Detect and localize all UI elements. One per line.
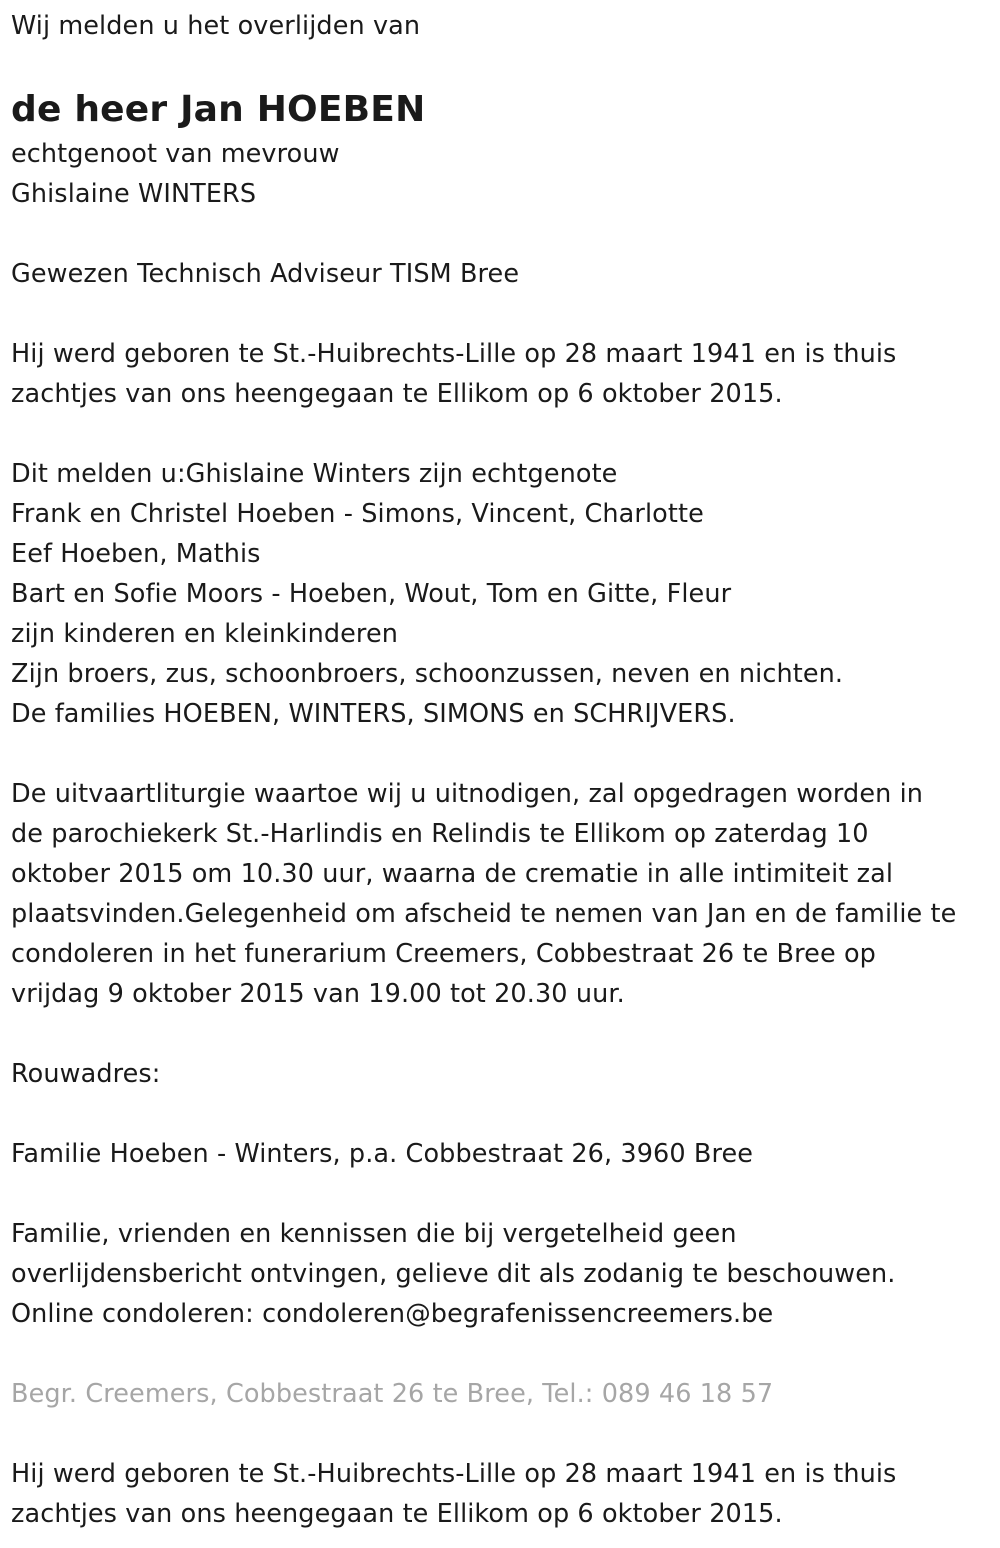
funeral-line: vrijdag 9 oktober 2015 van 19.00 tot 20.30 uur. [11,979,625,1009]
occupation: Gewezen Technisch Adviseur TISM Bree [11,259,520,289]
spacer [11,294,1000,334]
funeral-line: plaatsvinden.Gelegenheid om afscheid te nemen van Jan en de familie te [11,899,957,929]
birth-line: zachtjes van ons heengegaan te Ellikom op 6 oktober 2015. [11,1499,783,1529]
spacer [11,214,1000,254]
family-line: Frank en Christel Hoeben - Simons, Vincent, Charlotte [11,499,704,529]
birth-line: Hij werd geboren te St.-Huibrechts-Lille op 28 maart 1941 en is thuis [11,339,897,369]
family-line: Zijn broers, zus, schoonbroers, schoonzussen, neven en nichten. [11,659,844,689]
spacer [11,1014,1000,1054]
intro-text: Wij melden u het overlijden van [11,11,421,41]
undertaker-info: Begr. Creemers, Cobbestraat 26 te Bree, Tel.: 089 46 18 57 [11,1379,774,1409]
birth-line: zachtjes van ons heengegaan te Ellikom op 6 oktober 2015. [11,379,783,409]
notice-line: Online condoleren: condoleren@begrafenissencreemers.be [11,1299,774,1329]
birth-paragraph-repeat [11,1454,1000,1534]
notice-line: Familie, vrienden en kennissen die bij vergetelheid geen [11,1219,737,1249]
spouse-name: Ghislaine WINTERS [11,179,257,209]
deceased-name: de heer Jan HOEBEN [11,89,426,130]
family-line: Eef Hoeben, Mathis [11,539,261,569]
family-line: De families HOEBEN, WINTERS, SIMONS en SCHRIJVERS. [11,699,736,729]
mourning-address: Familie Hoeben - Winters, p.a. Cobbestraat 26, 3960 Bree [11,1139,754,1169]
funeral-line: oktober 2015 om 10.30 uur, waarna de crematie in alle intimiteit zal [11,859,894,889]
family-line: Dit melden u:Ghislaine Winters zijn echtgenote [11,459,618,489]
family-line: Bart en Sofie Moors - Hoeben, Wout, Tom en Gitte, Fleur [11,579,732,609]
spacer [11,1334,1000,1374]
notice-paragraph [11,1214,1000,1334]
family-line: zijn kinderen en kleinkinderen [11,619,398,649]
spacer [11,734,1000,774]
spacer [11,1094,1000,1134]
funeral-line: de parochiekerk St.-Harlindis en Relindis te Ellikom op zaterdag 10 [11,819,869,849]
birth-paragraph [11,334,1000,414]
funeral-line: condoleren in het funerarium Creemers, Cobbestraat 26 te Bree op [11,939,876,969]
spouse-prefix: echtgenoot van mevrouw [11,139,340,169]
spacer [11,1414,1000,1454]
family-paragraph [11,454,1000,734]
birth-line: Hij werd geboren te St.-Huibrechts-Lille op 28 maart 1941 en is thuis [11,1459,897,1489]
funeral-line: De uitvaartliturgie waartoe wij u uitnodigen, zal opgedragen worden in [11,779,924,809]
spacer [11,414,1000,454]
notice-line: overlijdensbericht ontvingen, gelieve dit als zodanig te beschouwen. [11,1259,896,1289]
address-label: Rouwadres: [11,1059,161,1089]
funeral-paragraph [11,774,1000,1014]
spacer [11,1174,1000,1214]
